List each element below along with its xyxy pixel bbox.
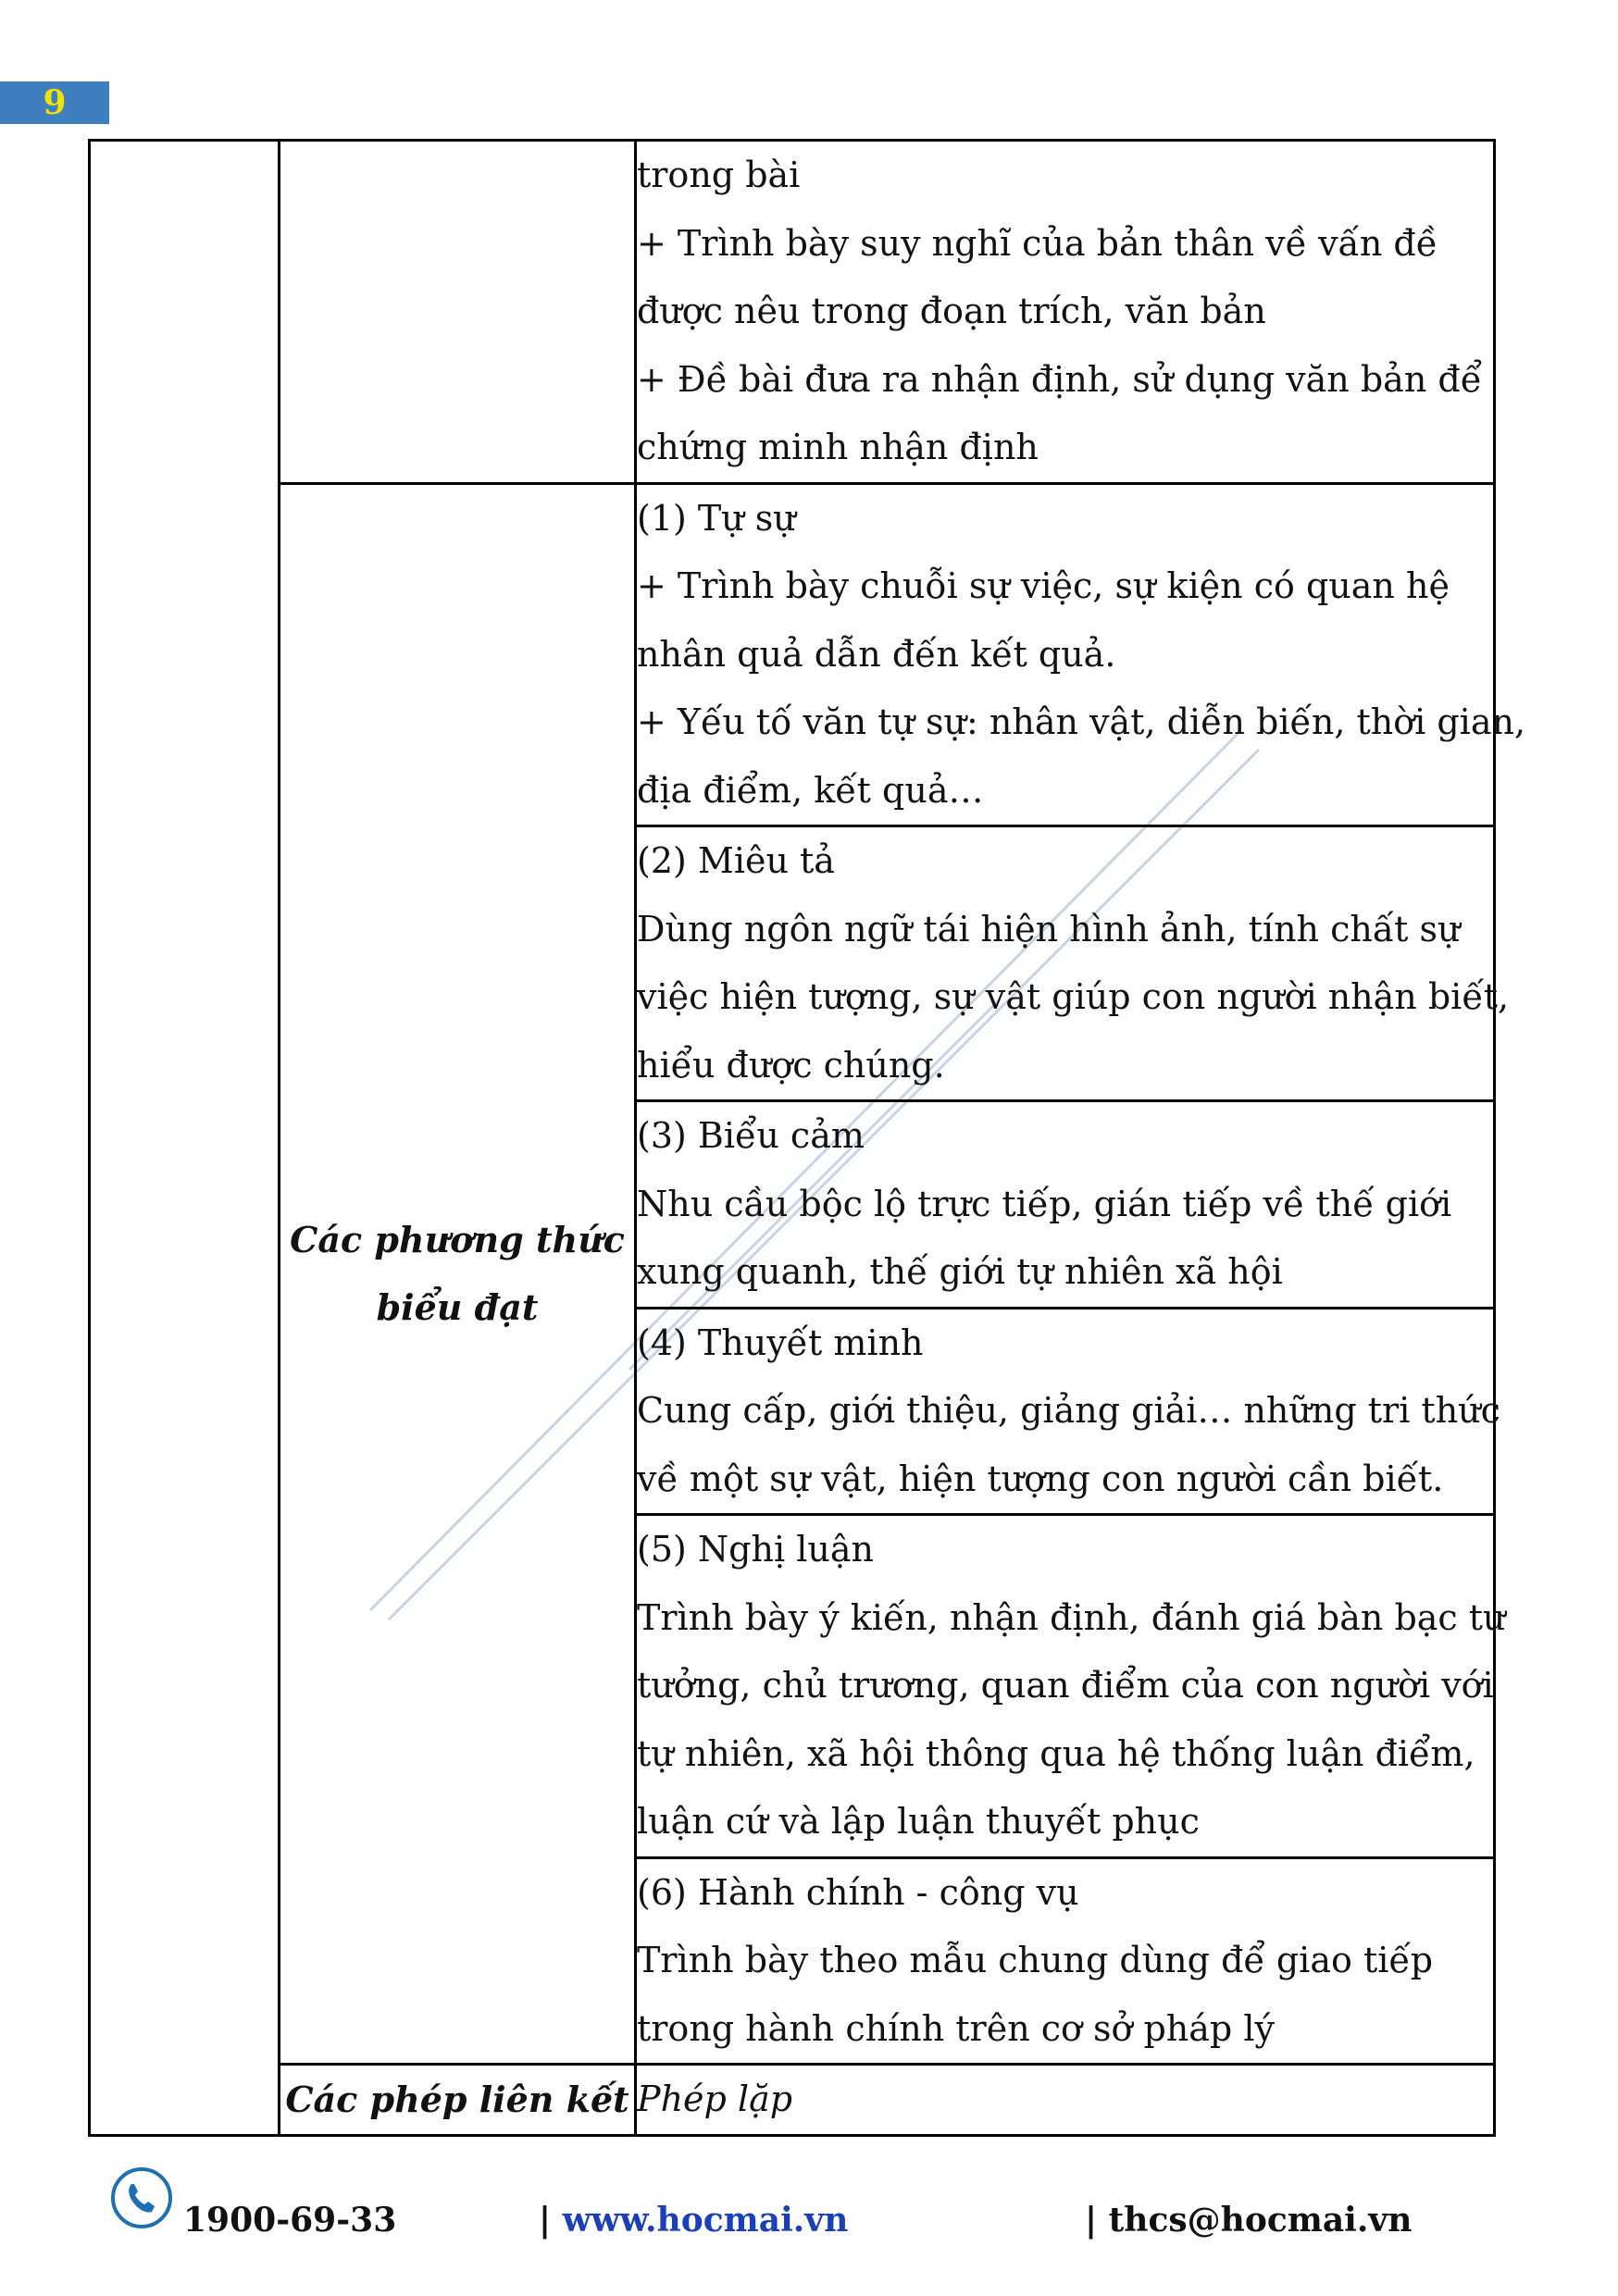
footer-website[interactable] [539,2201,848,2240]
continued-heading-cell [280,141,636,484]
footer-separator: | [539,2201,552,2240]
table-row-links [90,2065,1495,2136]
text-line: hiểu được chúng. [637,1044,945,1086]
text-line: được nêu trong đoạn trích, văn bản [637,291,1266,331]
text-line: Trình bày theo mẫu chung dùng để giao tiếp [637,1940,1434,1980]
mode-cell-argumentative [636,1515,1506,1858]
links-value-cell [636,2065,1495,2136]
mode-cell-administrative [636,1857,1495,2065]
links-heading: Các phép liên kết [285,2079,629,2121]
section-column-cell [90,141,280,2136]
text-line: địa điểm, kết quả… [637,769,984,811]
text-line: tưởng, chủ trương, quan điểm của con người với [637,1665,1494,1706]
footer-phone: 1900-69-33 [183,2201,397,2240]
modes-heading-cell [280,483,636,2065]
footer-separator: | [1085,2201,1098,2240]
text-line: việc hiện tượng, sự vật giúp con người nhận biết, [637,976,1510,1017]
page-number-badge [0,81,109,124]
text-line: + Trình bày suy nghĩ của bản thân về vấn đề [637,222,1438,264]
text-line: nhân quả dẫn đến kết quả. [637,633,1116,675]
text-line: (5) Nghị luận [637,1529,874,1570]
footer-email-link[interactable]: thcs@hocmai.vn [1108,2201,1413,2240]
table-row-continued [90,141,1495,484]
text-line: trong bài [637,155,801,195]
links-value: Phép lặp [637,2079,793,2119]
text-line: (1) Tự sự [637,497,796,539]
text-line: tự nhiên, xã hội thông qua hệ thống luận điểm, [637,1732,1475,1774]
text-line: Dùng ngôn ngữ tái hiện hình ảnh, tính chất sự [637,908,1461,949]
text-line: + Yếu tố văn tự sự: nhân vật, diễn biến, thời gian, [637,701,1526,742]
modes-heading-line: biểu đạt [376,1286,539,1329]
table-row-mode [90,483,1495,826]
mode-cell-narrative [636,483,1526,826]
continued-content-cell [636,141,1495,484]
content-table [88,139,1526,2137]
text-line: Nhu cầu bộc lộ trực tiếp, gián tiếp về thế giới [637,1183,1452,1224]
text-line: (4) Thuyết minh [637,1322,924,1363]
text-line: về một sự vật, hiện tượng con người cần biết. [637,1458,1444,1499]
page-footer [0,2166,1618,2258]
footer-website-link[interactable]: www.hocmai.vn [562,2201,849,2240]
text-line: (6) Hành chính - công vụ [637,1871,1079,1913]
footer-email[interactable] [1085,2201,1412,2240]
text-line: xung quanh, thế giới tự nhiên xã hội [637,1251,1283,1292]
text-line: chứng minh nhận định [637,427,1039,467]
text-line: Trình bày ý kiến, nhận định, đánh giá bàn bạc tư [637,1596,1506,1638]
text-line: + Trình bày chuỗi sự việc, sự kiện có quan hệ [637,565,1450,606]
text-line: + Đề bài đưa ra nhận định, sử dụng văn bản để [637,358,1483,400]
text-line: (3) Biểu cảm [637,1115,865,1156]
mode-cell-description [636,826,1510,1101]
text-line: luận cứ và lập luận thuyết phục [637,1801,1200,1842]
mode-cell-expressive [636,1101,1495,1309]
phone-icon [109,2166,174,2230]
links-heading-cell [280,2065,636,2136]
mode-cell-expository [636,1308,1500,1515]
text-line: (2) Miêu tả [637,840,835,881]
modes-heading-line: Các phương thức [290,1219,625,1261]
page-number: 9 [43,83,67,122]
text-line: Cung cấp, giới thiệu, giảng giải… những tri thức [637,1390,1500,1431]
text-line: trong hành chính trên cơ sở pháp lý [637,2007,1275,2049]
